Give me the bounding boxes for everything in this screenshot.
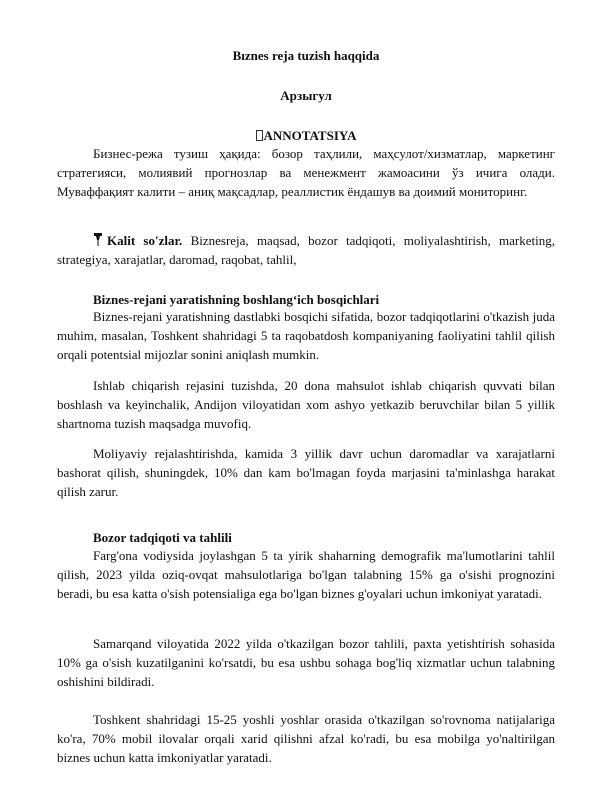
annotation-heading-text: ANNOTATSIYA [263, 128, 357, 143]
annotation-heading [0, 128, 612, 144]
keywords-text: Biznesreja, maqsad, bozor tadqiqoti, moliyalashtirish, marketing, strategiya, xarajatlar, daromad, raqobat, tahlil, [57, 233, 555, 267]
section-1-heading: Biznes-rejani yaratishning boshlang‘ich bosqichlari [93, 292, 380, 307]
section-2-heading: Bozor tadqiqoti va tahlili [93, 530, 232, 545]
section-2-paragraph-2: Samarqand viloyatida 2022 yilda o'tkazilgan bozor tahlili, paxta yetishtirish sohasida 10% ga o'sish kuzatilganini ko'rsatdi, bu esa ushbu sohaga bog'liq xizmatlar uchun talabning oshishini bildiradi. [57, 636, 555, 689]
pin-icon [93, 232, 103, 246]
author-name: Арзыгул [280, 88, 332, 103]
keywords-paragraph [57, 231, 555, 269]
annotation-paragraph: Бизнес-режа тузиш ҳақида: бозор таҳлили, маҳсулот/хизматлар, маркетинг стратегияси, молиявий прогнозлар ва менежмент жамоасини ўз ичига олади. Муваффақият калити – аниқ мақсадлар, реаллистик ёндашув ва доимий мониторинг. [57, 146, 555, 199]
document-title: Bıznes reja tuzish haqqida [232, 48, 380, 63]
section-2-paragraph-1: Farg'ona vodiysida joylashgan 5 ta yirik shaharning demografik ma'lumotlarini tahlil qilish, 2023 yilda oziq-ovqat mahsulotlariga bo'lgan talabning 15% ga o'sishi prognozini beradi, bu esa katta o'sish potensialiga ega bo'lgan biznes g'oyalari uchun imkoniyat yaratadi. [57, 548, 555, 601]
section-1-paragraph-2: Ishlab chiqarish rejasini tuzishda, 20 dona mahsulot ishlab chiqarish quvvati bilan boshlash va keyinchalik, Andijon viloyatidan xom ashyo yetkazib beruvchilar bilan 5 yillik shartnoma tuzish maqsadga muvofiq. [57, 378, 555, 431]
section-1-paragraph-1: Biznes-rejani yaratishning dastlabki bosqichi sifatida, bozor tadqiqotlarini o'tkazish juda muhim, masalan, Toshkent shahridagi 5 ta raqobatdosh kompaniyaning faoliyatini tahlil qilish orqali potentsial mijozlar sonini aniqlash mumkin. [57, 309, 555, 362]
missing-glyph-icon [256, 130, 263, 141]
section-2-paragraph-3: Toshkent shahridagi 15-25 yoshli yoshlar orasida o'tkazilgan so'rovnoma natijalariga ko'ra, 70% mobil ilovalar orqali xarid qilishni afzal ko'radi, bu esa mobilga yo'naltirilgan biznes uchun katta imkoniyatlar yaratadi. [57, 712, 555, 765]
section-1-paragraph-3: Moliyaviy rejalashtirishda, kamida 3 yillik davr uchun daromadlar va xarajatlarni bashorat qilish, shuningdek, 10% dan kam bo'lmagan foyda marjasini ta'minlashga harakat qilish zarur. [57, 446, 555, 499]
keywords-label: Kalit so'zlar. [107, 233, 183, 248]
